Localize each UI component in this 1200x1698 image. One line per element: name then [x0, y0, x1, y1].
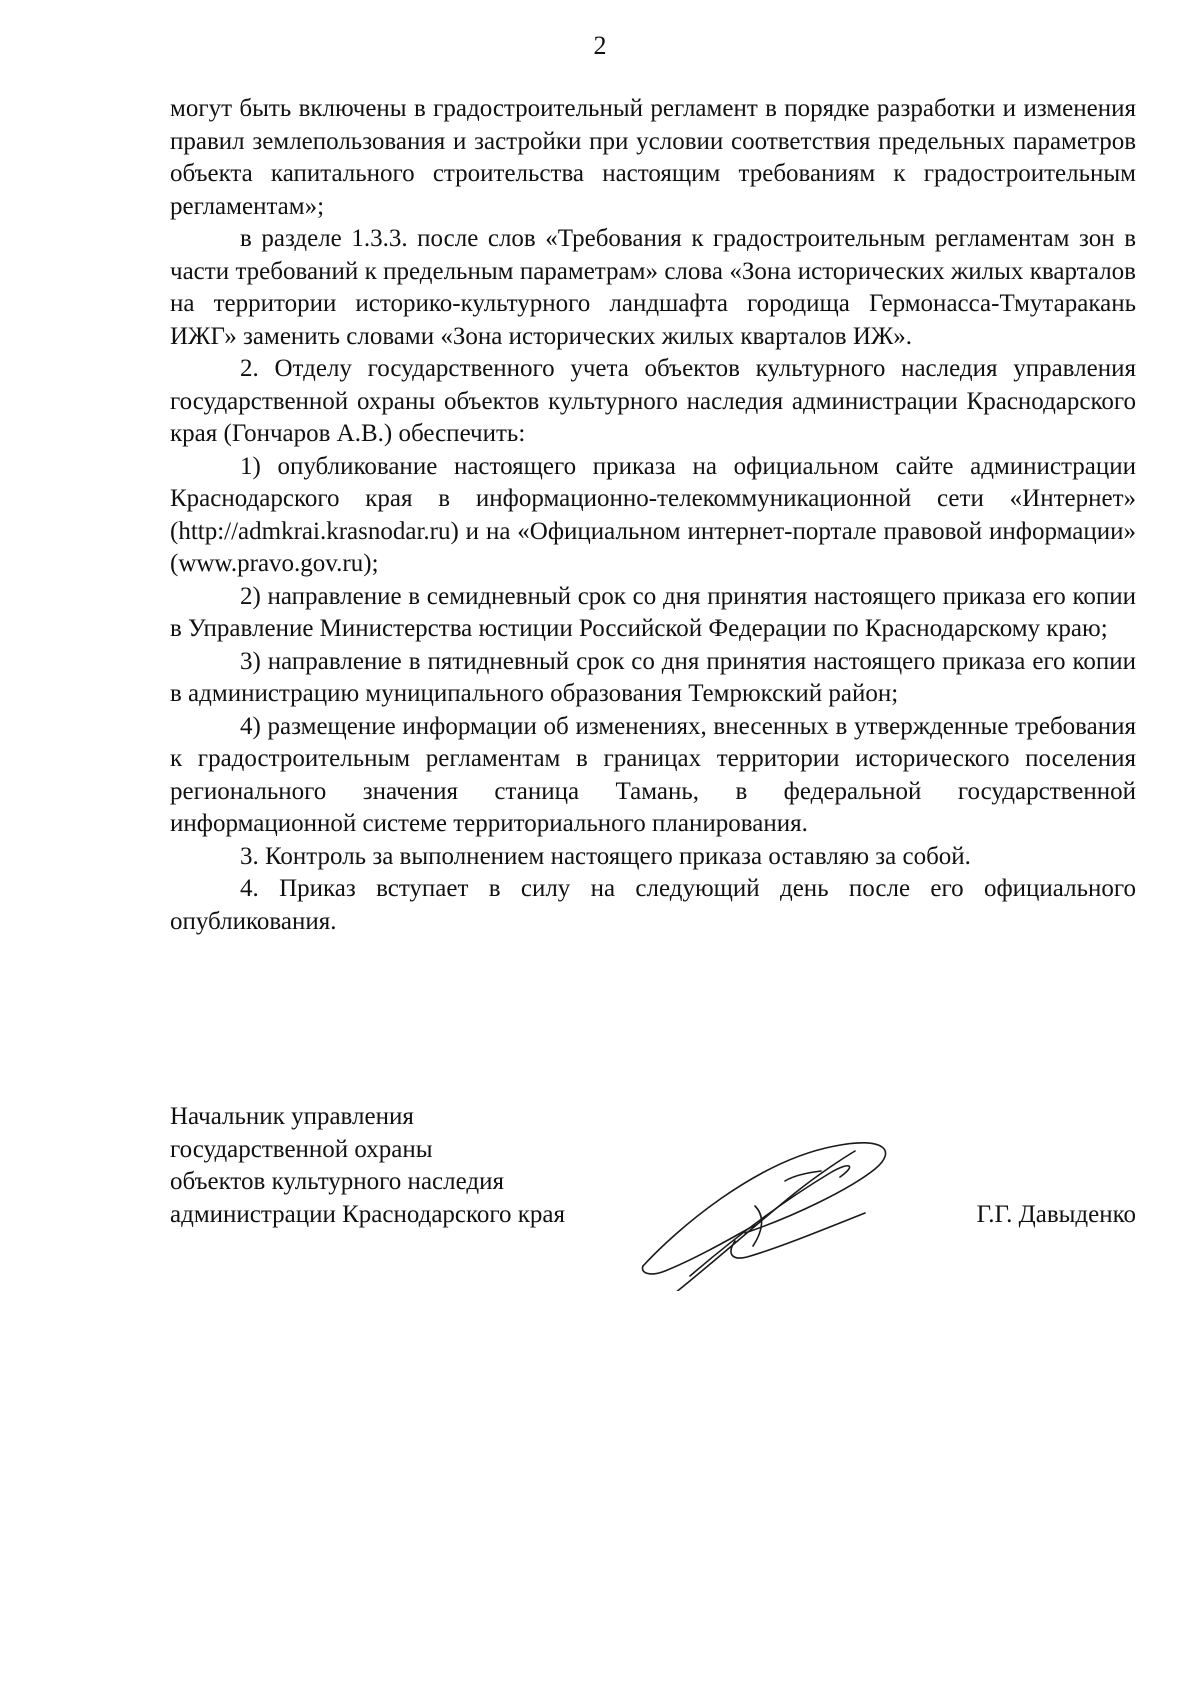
paragraph-subitem-2: 2) направление в семидневный срок со дня принятия настоящего приказа его копии в Управление Министерства юстиции Российской Федерации по Краснодарскому краю;: [170, 582, 1136, 642]
document-body: [170, 93, 1136, 938]
paragraph-subitem-4: 4) размещение информации об изменениях, внесенных в утвержденные требования к градостроительным регламентам в границах территории исторического поселения регионального значения станица Тамань, в федеральной государственной информационной системе территориального планирования.: [170, 712, 1136, 837]
paragraph-section-1-3-3: в разделе 1.3.3. после слов «Требования к градостроительным регламентам зон в части требований к предельным параметрам» слова «Зона исторических жилых кварталов на территории историко-культурного ландшафта городища Гермонасса-Тмутаракань ИЖГ» заменить словами «Зона исторических жилых кварталов ИЖ».: [170, 225, 1136, 350]
page-number: 2: [593, 31, 607, 60]
paragraph-item-2: 2. Отделу государственного учета объектов культурного наследия управления государственной охраны объектов культурного наследия администрации Краснодарского края (Гончаров А.В.) обеспечить:: [170, 355, 1136, 447]
handwritten-signature: [635, 1121, 905, 1291]
paragraph-item-3: 3. Контроль за выполнением настоящего приказа оставляю за собой.: [240, 842, 971, 870]
signature-block: [170, 1101, 1136, 1291]
signer-title-line: администрации Краснодарского края: [170, 1200, 566, 1228]
paragraph-subitem-1: 1) опубликование настоящего приказа на официальном сайте администрации Краснодарского края в информационно-телекоммуникационной сети «Интернет» (http://admkrai.krasnodar.ru) и на «Официальном интернет-портале правовой информации» (www.pravo.gov.ru);: [170, 452, 1136, 577]
signer-title-line: Начальник управления: [170, 1103, 414, 1130]
paragraph-continuation: могут быть включены в градостроительный регламент в порядке разработки и изменения правил землепользования и застройки при условии соответствия предельных параметров объекта капитального строительства настоящим требованиям к градостроительным регламентам»;: [170, 95, 1136, 220]
signer-name: Г.Г. Давыденко: [976, 1200, 1136, 1228]
paragraph-item-4: 4. Приказ вступает в силу на следующий день после его официального опубликования.: [170, 875, 1136, 935]
signer-title-line: объектов культурного наследия: [170, 1168, 504, 1195]
signer-title-line: государственной охраны: [170, 1135, 433, 1163]
paragraph-subitem-3: 3) направление в пятидневный срок со дня принятия настоящего приказа его копии в администрацию муниципального образования Темрюкский район;: [170, 647, 1136, 707]
signer-title: [170, 1101, 565, 1231]
